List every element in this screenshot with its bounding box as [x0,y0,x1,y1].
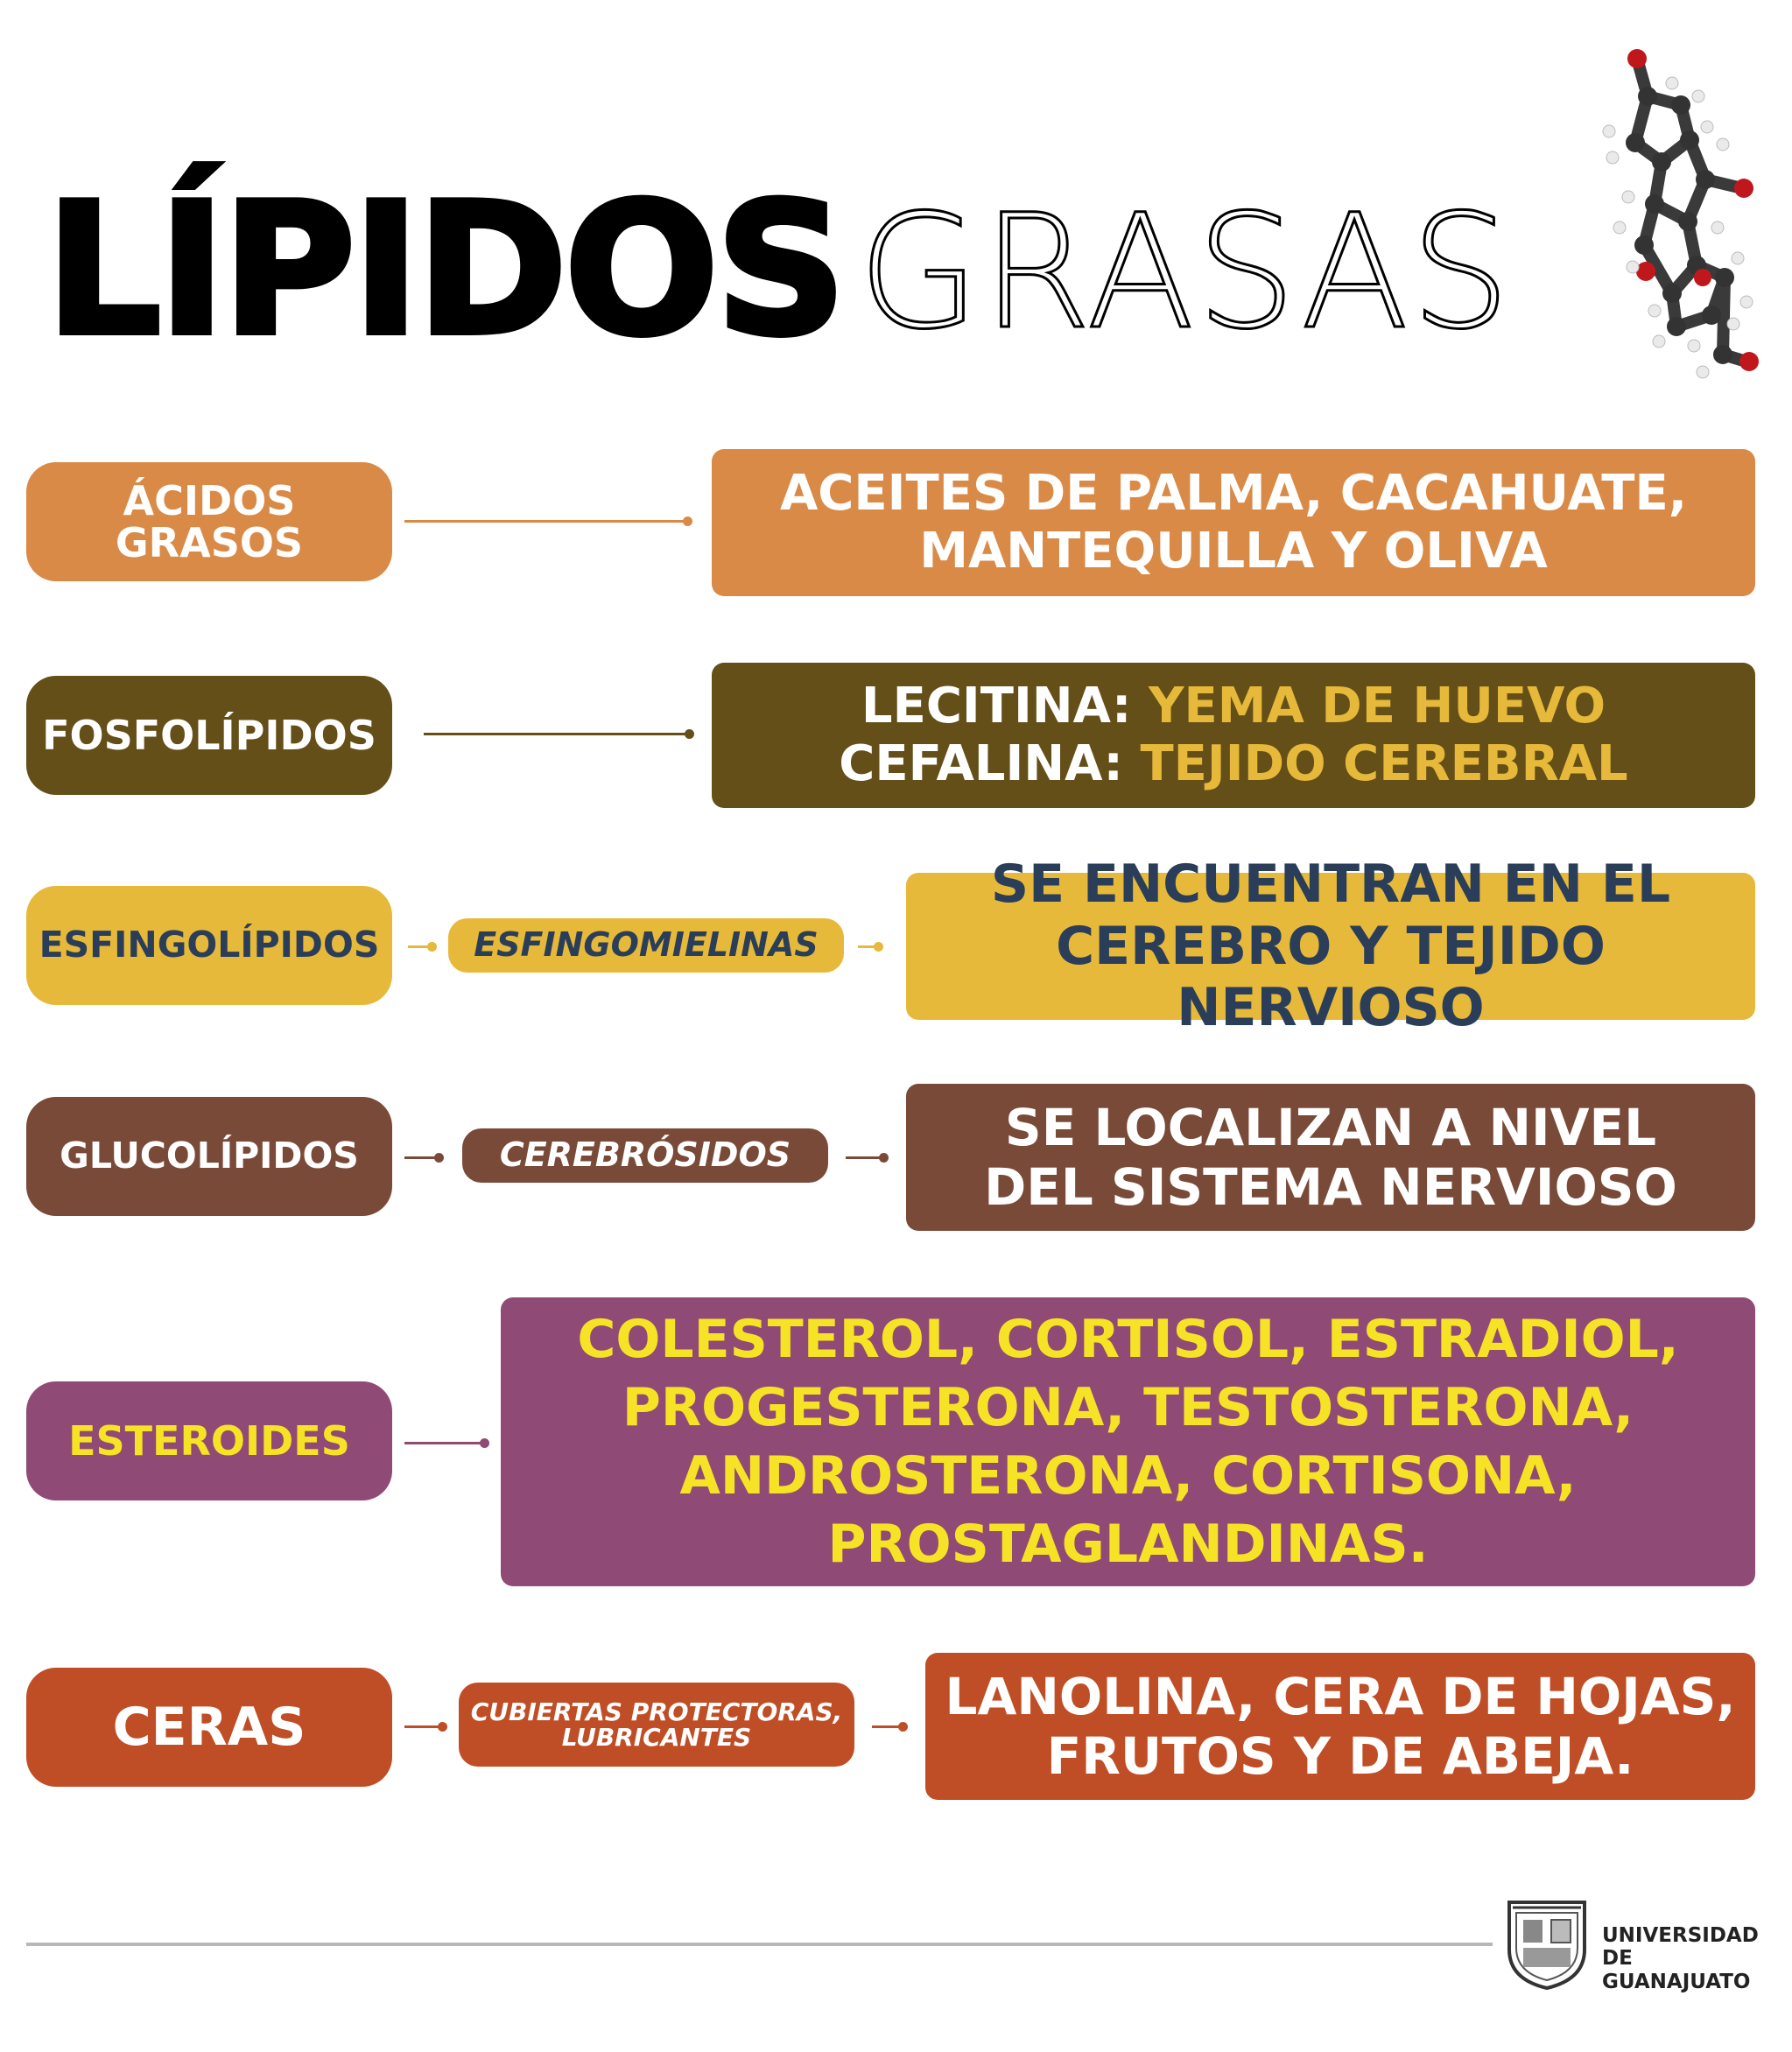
category-ceras [26,1668,392,1787]
subtype-cubiertas-line2: LUBRICANTES [561,1723,752,1752]
connector-dot [898,1722,908,1732]
detail-acidos-grasos [712,449,1755,596]
detail-gluco-line2: DEL SISTEMA NERVIOSO [984,1157,1677,1217]
detail-esteroides [501,1297,1755,1586]
page-subtitle-grasas: GRASAS [858,181,1513,364]
detail-gluco-line1: SE LOCALIZAN A NIVEL [1004,1097,1657,1157]
connector-dot [685,729,694,739]
lecitina-key: LECITINA: [861,677,1149,734]
university-logo-line2: GUANAJUATO [1602,1970,1751,1993]
category-acidos-grasos [26,462,392,581]
detail-esteroides-line1: COLESTEROL, CORTISOL, ESTRADIOL, [577,1309,1679,1370]
detail-acidos-line1: ACEITES DE PALMA, CACAHUATE, [779,464,1688,522]
detail-acidos-line2: MANTEQUILLA Y OLIVA [919,523,1548,580]
detail-esfingo-line2: CEREBRO Y TEJIDO NERVIOSO [1056,915,1606,1039]
category-esfingolipidos [26,886,392,1005]
subtype-cubiertas-line1: CUBIERTAS PROTECTORAS, [470,1697,843,1726]
category-esteroides-label: ESTEROIDES [68,1416,350,1465]
connector-line [424,733,686,735]
detail-ceras-line2: FRUTOS Y DE ABEJA. [1046,1726,1634,1786]
detail-fosfolipidos [712,663,1755,808]
detail-esfingolipidos [906,853,1755,1039]
footer-divider [26,1943,1493,1946]
detail-esteroides-line2: PROGESTERONA, TESTOSTERONA, [622,1377,1634,1438]
lecitina-value: YEMA DE HUEVO [1148,677,1606,734]
connector-dot [438,1722,447,1732]
connector-line [404,1442,481,1444]
university-logo-text [1602,1924,1792,1993]
detail-fosfo-line2 [839,735,1627,793]
category-acidos-label-line2: GRASOS [115,519,304,566]
connector-dot [879,1153,889,1163]
category-esfingolipidos-label: ESFINGOLÍPIDOS [39,924,380,966]
category-fosfolipidos-label: FOSFOLÍPIDOS [42,711,376,759]
category-glucolipidos-label: GLUCOLÍPIDOS [60,1135,359,1177]
university-crest-icon [1504,1894,1590,1992]
detail-esfingo-line1: SE ENCUENTRAN EN EL [990,853,1671,915]
university-logo-line1: UNIVERSIDAD DE [1602,1924,1759,1971]
subtype-cerebrosidos [462,1128,828,1183]
connector-dot [427,942,437,952]
cefalina-key: CEFALINA: [839,735,1141,792]
detail-fosfo-line1 [839,678,1627,735]
connector-dot [480,1438,489,1448]
connector-line [404,520,685,523]
connector-line [872,1725,900,1728]
category-acidos-label-line1: ÁCIDOS [123,476,296,524]
subtype-esfingomielinas-label: ESFINGOMIELINAS [474,925,819,965]
detail-ceras-line1: LANOLINA, CERA DE HOJAS, [945,1666,1736,1726]
detail-esteroides-line4: PROSTAGLANDINAS. [827,1514,1429,1575]
category-fosfolipidos [26,676,392,795]
subtype-cubiertas [459,1683,854,1767]
connector-line [846,1156,881,1159]
subtype-cerebrosidos-label: CEREBRÓSIDOS [499,1135,791,1175]
connector-line [404,1156,436,1159]
connector-line [858,945,875,948]
connector-line [404,1725,439,1728]
category-esteroides [26,1381,392,1500]
page-title-lipidos: LÍPIDOS [46,165,844,376]
connector-dot [874,942,883,952]
molecule-icon [1593,48,1768,381]
detail-ceras [925,1653,1755,1800]
detail-esteroides-line3: ANDROSTERONA, CORTISONA, [679,1445,1577,1507]
category-ceras-label: CERAS [112,1696,306,1758]
connector-dot [434,1153,444,1163]
detail-glucolipidos [906,1084,1755,1231]
connector-dot [683,517,692,526]
category-glucolipidos [26,1097,392,1216]
cefalina-value: TEJIDO CEREBRAL [1140,735,1628,792]
subtype-esfingomielinas [448,918,844,973]
